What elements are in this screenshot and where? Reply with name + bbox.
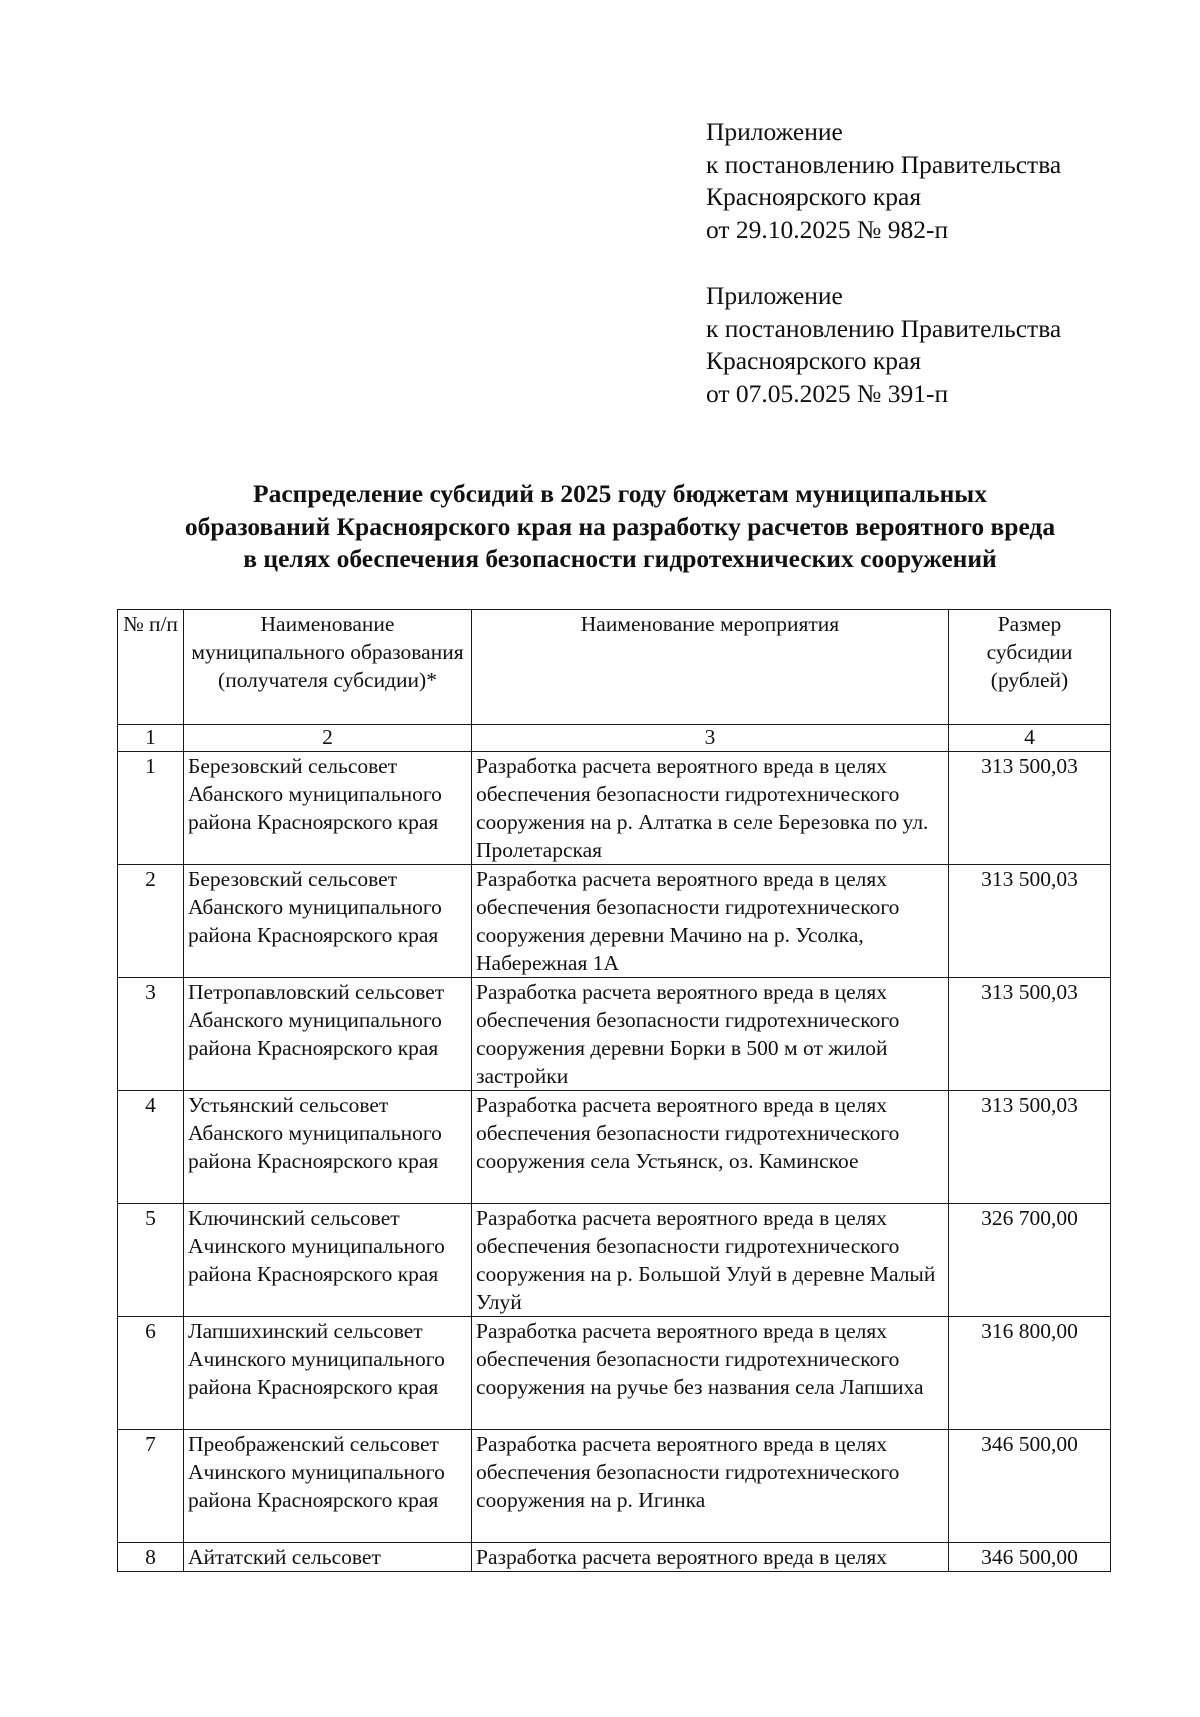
column-index: 1 (118, 725, 184, 752)
header-amount: Размер субсидии (рублей) (949, 610, 1111, 725)
table-row (118, 978, 1111, 1091)
appendix-region-line: Красноярского края (706, 182, 922, 211)
row-municipality: Лапшихинский сельсовет Ачинского муниципального района Красноярского края (184, 1317, 472, 1430)
row-event: Разработка расчета вероятного вреда в целях обеспечения безопасности гидротехнического сооружения на р. Игинка (472, 1430, 949, 1543)
appendix-original-block (706, 280, 1146, 410)
row-amount: 313 500,03 (949, 978, 1111, 1091)
appendix-resolution-line: к постановлению Правительства (706, 313, 1062, 343)
header-number: № п/п (118, 610, 184, 725)
row-number: 3 (118, 978, 184, 1091)
appendix-date-number: от 07.05.2025 № 391-п (706, 378, 949, 408)
row-number: 5 (118, 1204, 184, 1317)
row-municipality: Петропавловский сельсовет Абанского муниципального района Красноярского края (184, 978, 472, 1091)
row-amount: 346 500,00 (949, 1543, 1111, 1572)
table-header-row (118, 610, 1111, 725)
row-municipality: Айтатский сельсовет (184, 1543, 472, 1572)
row-event: Разработка расчета вероятного вреда в целях обеспечения безопасности гидротехнического сооружения села Устьянск, оз. Каминское (472, 1091, 949, 1204)
row-municipality: Березовский сельсовет Абанского муниципального района Красноярского края (184, 865, 472, 978)
row-municipality: Ключинский сельсовет Ачинского муниципального района Красноярского края (184, 1204, 472, 1317)
row-municipality: Березовский сельсовет Абанского муниципального района Красноярского края (184, 752, 472, 865)
row-event: Разработка расчета вероятного вреда в целях обеспечения безопасности гидротехнического сооружения на р. Большой Улуй в деревне Малый Улуй (472, 1204, 949, 1317)
table-row (118, 1543, 1111, 1572)
document-title-line: в целях обеспечения безопасности гидротехнических сооружений (243, 544, 997, 573)
table-column-index-row (118, 725, 1111, 752)
column-index: 4 (949, 725, 1111, 752)
appendix-current-block (706, 116, 1146, 246)
row-number: 4 (118, 1091, 184, 1204)
table-row (118, 1430, 1111, 1543)
row-amount: 326 700,00 (949, 1204, 1111, 1317)
document-title (100, 478, 1140, 576)
appendix-date-number: от 29.10.2025 № 982-п (706, 214, 949, 244)
row-event: Разработка расчета вероятного вреда в целях (472, 1543, 949, 1572)
row-municipality: Преображенский сельсовет Ачинского муниципального района Красноярского края (184, 1430, 472, 1543)
row-amount: 313 500,03 (949, 752, 1111, 865)
header-event: Наименование мероприятия (472, 610, 949, 725)
table-row (118, 1204, 1111, 1317)
document-title-line: Распределение субсидий в 2025 году бюджетам муниципальных (253, 479, 987, 508)
row-amount: 313 500,03 (949, 865, 1111, 978)
row-amount: 316 800,00 (949, 1317, 1111, 1430)
row-event: Разработка расчета вероятного вреда в целях обеспечения безопасности гидротехнического сооружения на р. Алтатка в селе Березовка по ул. Пролетарская (472, 752, 949, 865)
row-event: Разработка расчета вероятного вреда в целях обеспечения безопасности гидротехнического сооружения на ручье без названия села Лапшиха (472, 1317, 949, 1430)
row-number: 8 (118, 1543, 184, 1572)
appendix-title: Приложение (706, 117, 843, 146)
table-row (118, 752, 1111, 865)
table-row (118, 865, 1111, 978)
appendix-region-line: Красноярского края (706, 346, 922, 375)
appendix-title: Приложение (706, 281, 843, 310)
row-municipality: Устьянский сельсовет Абанского муниципального района Красноярского края (184, 1091, 472, 1204)
table-row (118, 1317, 1111, 1430)
row-event: Разработка расчета вероятного вреда в целях обеспечения безопасности гидротехнического сооружения деревни Мачино на р. Усолка, Набережная 1А (472, 865, 949, 978)
row-event: Разработка расчета вероятного вреда в целях обеспечения безопасности гидротехнического сооружения деревни Борки в 500 м от жилой застройки (472, 978, 949, 1091)
row-number: 2 (118, 865, 184, 978)
column-index: 2 (184, 725, 472, 752)
row-number: 1 (118, 752, 184, 865)
row-number: 6 (118, 1317, 184, 1430)
subsidy-table (117, 609, 1111, 1572)
header-municipality: Наименование муниципального образования (получателя субсидии)* (184, 610, 472, 725)
document-title-line: образований Красноярского края на разработку расчетов вероятного вреда (184, 511, 1056, 541)
row-number: 7 (118, 1430, 184, 1543)
table-row (118, 1091, 1111, 1204)
row-amount: 346 500,00 (949, 1430, 1111, 1543)
appendix-resolution-line: к постановлению Правительства (706, 149, 1062, 179)
column-index: 3 (472, 725, 949, 752)
row-amount: 313 500,03 (949, 1091, 1111, 1204)
